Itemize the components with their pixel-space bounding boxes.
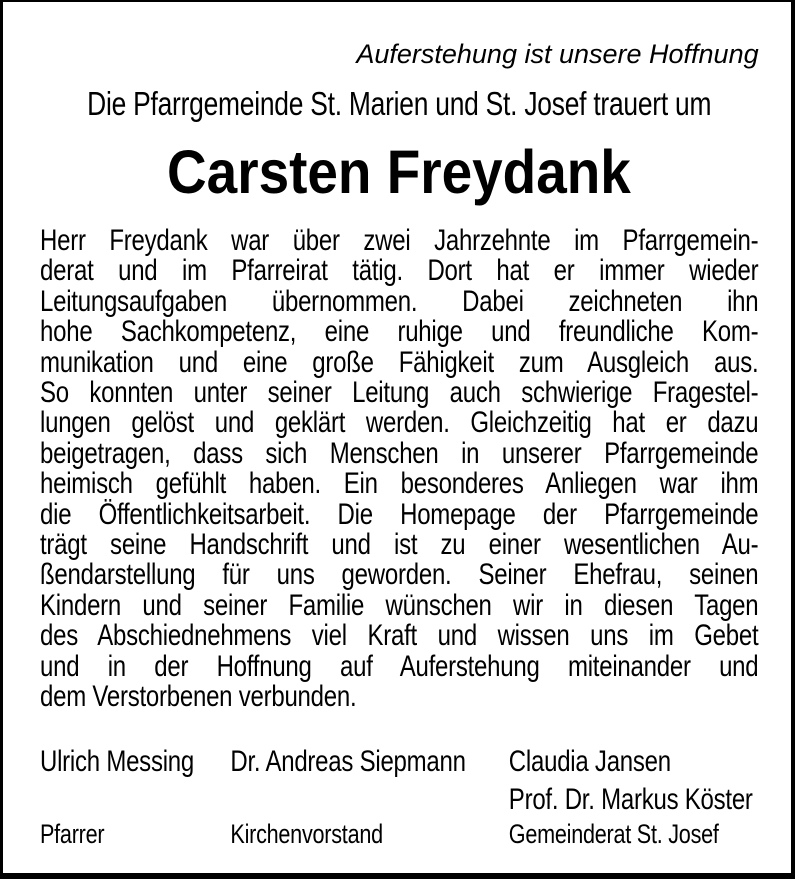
signer-role: Pfarrer <box>40 818 105 849</box>
body-line: Kindern und seiner Familie wünschen wir in diesen Tagen <box>40 588 759 622</box>
body-line: und in der Hoffnung auf Auferstehung miteinander und <box>40 649 759 683</box>
deceased-name <box>40 140 758 204</box>
notice-content <box>40 0 758 849</box>
motto-line <box>40 38 758 70</box>
body-line: lungen gelöst und geklärt werden. Gleichzeitig hat er dazu <box>40 406 759 440</box>
signer-names <box>230 743 508 819</box>
body-line: die Öffentlichkeitsarbeit. Die Homepage der Pfarrgemeinde <box>40 497 759 531</box>
obituary-body <box>40 226 758 713</box>
intro-line: Die Pfarrgemeinde St. Marien und St. Josef trauert um <box>87 85 712 122</box>
signer-name: Ulrich Messing <box>40 744 195 778</box>
signature-col-kirchenvorstand <box>230 743 508 849</box>
deceased-name-text: Carsten Freydank <box>167 138 632 206</box>
signer-name: Dr. Andreas Siepmann <box>230 744 466 778</box>
body-line: munikation und eine große Fähigkeit zum Ausgleich aus. <box>40 345 759 379</box>
signature-col-pfarrer <box>40 743 230 849</box>
body-line: des Abschiednehmens viel Kraft und wissen uns im Gebet <box>40 619 759 653</box>
motto-text: Auferstehung ist unsere Hoffnung <box>356 39 759 69</box>
body-line: Herr Freydank war über zwei Jahrzehnte im Pfarrgemein- <box>40 224 759 257</box>
signer-name: Prof. Dr. Markus Köster <box>508 782 753 816</box>
signer-names <box>40 743 230 819</box>
body-line: ßendarstellung für uns geworden. Seiner Ehefrau, seinen <box>40 558 759 592</box>
body-line: Leitungsaufgaben übernommen. Dabei zeichneten ihn <box>40 284 759 318</box>
body-line: dem Verstorbenen verbunden. <box>40 680 357 714</box>
signer-role: Kirchenvorstand <box>230 818 383 849</box>
body-line: heimisch gefühlt haben. Ein besonderes Anliegen war ihm <box>40 467 759 501</box>
signature-col-gemeinderat <box>509 743 759 849</box>
body-line: So konnten unter seiner Leitung auch schwierige Fragestel- <box>40 376 759 410</box>
body-line: trägt seine Handschrift und ist zu einer wesentlichen Au- <box>40 528 759 562</box>
signer-name: Claudia Jansen <box>508 744 671 778</box>
signer-names <box>509 743 759 819</box>
signature-columns <box>40 743 758 849</box>
body-line: beigetragen, dass sich Menschen in unserer Pfarrgemeinde <box>40 436 759 470</box>
body-line: derat und im Pfarreirat tätig. Dort hat er immer wieder <box>40 254 759 288</box>
body-line: hohe Sachkompetenz, eine ruhige und freundliche Kom- <box>40 315 759 349</box>
signer-role: Gemeinderat St. Josef <box>508 818 719 849</box>
